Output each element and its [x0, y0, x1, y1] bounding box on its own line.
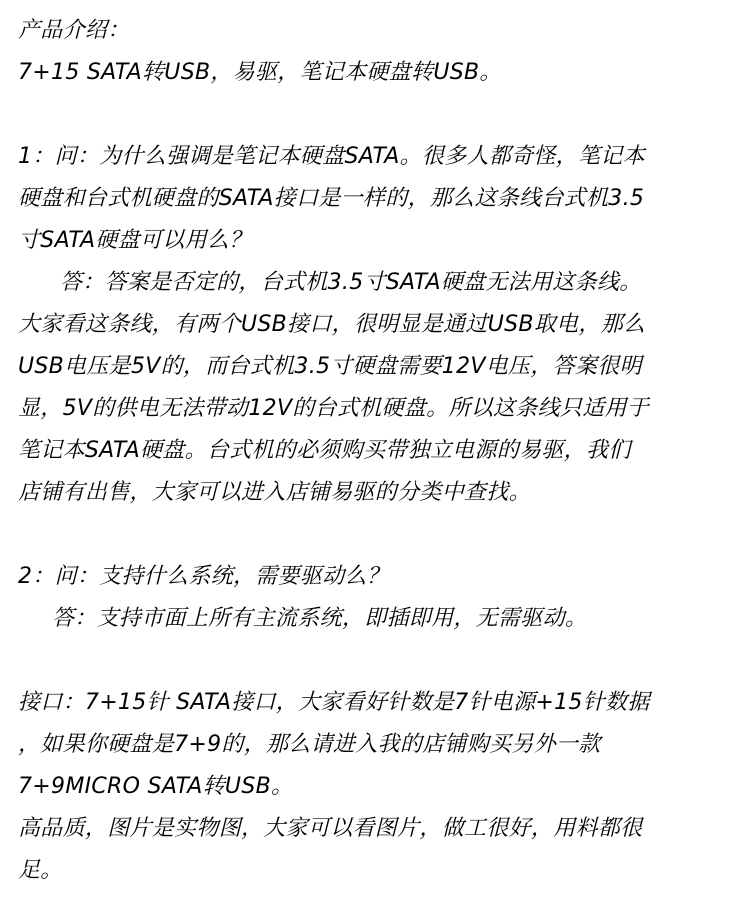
faq-1-question-line: 寸SATA硬盘可以用么？ — [18, 228, 252, 253]
faq-2-answer: 答：支持市面上所有主流系统，即插即用，无需驱动。 — [52, 606, 588, 631]
spacer — [18, 640, 734, 682]
faq-1-answer-line: 店铺有出售，大家可以进入店铺易驱的分类中查找。 — [18, 480, 531, 505]
product-title-line: 7+15 SATA转USB，易驱，笔记本硬盘转USB。 — [18, 60, 502, 85]
intro-heading: 产品介绍： — [18, 18, 130, 43]
quality-line: 足。 — [18, 858, 63, 883]
interface-line: ，如果你硬盘是7+9的，那么请进入我的店铺购买另外一款 — [18, 732, 601, 757]
faq-1-answer-line: 大家看这条线，有两个USB接口，很明显是通过USB取电，那么 — [18, 312, 646, 337]
interface-line: 7+9MICRO SATA转USB。 — [18, 774, 294, 799]
spacer — [18, 514, 734, 556]
faq-1-answer-line: 答：答案是否定的，台式机3.5寸SATA硬盘无法用这条线。 — [60, 270, 642, 295]
faq-2 — [18, 556, 734, 640]
interface-line: 接口：7+15针 SATA接口，大家看好针数是7针电源+15针数据 — [18, 690, 650, 715]
faq-1-answer-line: 显，5V的供电无法带动12V的台式机硬盘。所以这条线只适用于 — [18, 396, 650, 421]
interface-section — [18, 682, 734, 808]
spacer — [18, 94, 734, 136]
faq-1-answer-line: USB电压是5V的，而台式机3.5寸硬盘需要12V电压，答案很明 — [18, 354, 642, 379]
quality-section — [18, 808, 734, 892]
faq-1-answer-line: 笔记本SATA硬盘。台式机的必须购买带独立电源的易驱，我们 — [18, 438, 631, 463]
faq-2-question: 2：问：支持什么系统，需要驱动么？ — [18, 564, 390, 589]
faq-1 — [18, 136, 734, 514]
faq-1-question-line: 1：问：为什么强调是笔记本硬盘SATA。很多人都奇怪，笔记本 — [18, 144, 645, 169]
quality-line: 高品质，图片是实物图，大家可以看图片，做工很好，用料都很 — [18, 816, 643, 841]
faq-1-question-line: 硬盘和台式机硬盘的SATA接口是一样的，那么这条线台式机3.5 — [18, 186, 645, 211]
